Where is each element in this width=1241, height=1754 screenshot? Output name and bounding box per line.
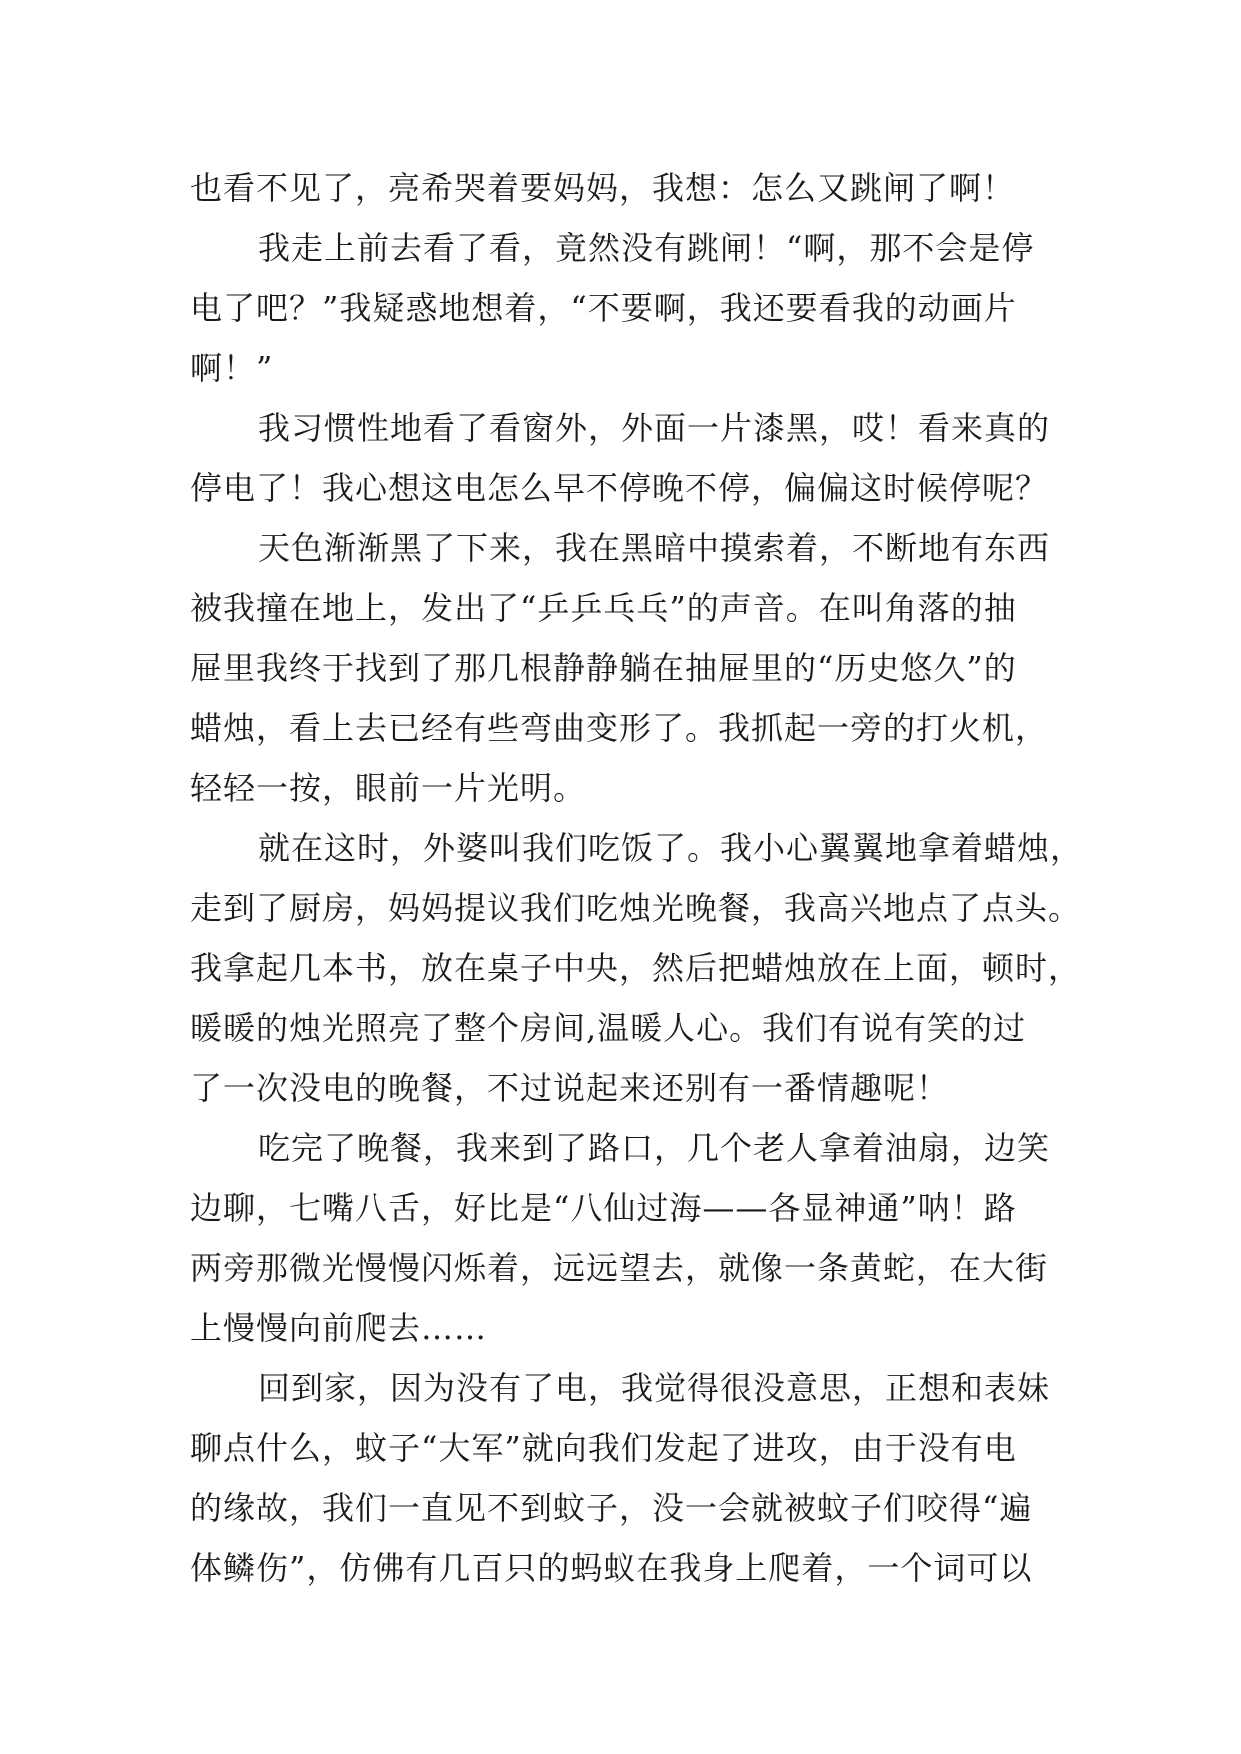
- text-line: 的缘故，我们一直见不到蚊子，没一会就被蚊子们咬得“遍: [190, 1489, 1033, 1527]
- text-line: 也看不见了，亮希哭着要妈妈，我想：怎么又跳闸了啊！: [190, 169, 1016, 207]
- text-line: 聊点什么，蚊子“大军”就向我们发起了进攻，由于没有电: [190, 1429, 1017, 1467]
- paragraph-first-line: 我习惯性地看了看窗外，外面一片漆黑，哎！看来真的: [258, 409, 1051, 447]
- text-line: 电了吧？”我疑惑地想着，“不要啊，我还要看我的动画片: [190, 289, 1017, 327]
- paragraph-first-line: 回到家，因为没有了电，我觉得很没意思，正想和表妹: [258, 1369, 1051, 1407]
- text-line: 被我撞在地上，发出了“乒乒乓乓”的声音。在叫角落的抽: [190, 589, 1017, 627]
- paragraph-first-line: 我走上前去看了看，竟然没有跳闸！“啊，那不会是停: [258, 229, 1035, 267]
- text-line: 体鳞伤”，仿佛有几百只的蚂蚁在我身上爬着，一个词可以: [190, 1549, 1033, 1587]
- text-line: 屉里我终于找到了那几根静静躺在抽屉里的“历史悠久”的: [190, 649, 1017, 687]
- text-line: 两旁那微光慢慢闪烁着，远远望去，就像一条黄蛇，在大街: [190, 1249, 1049, 1287]
- text-line: 啊！”: [190, 349, 274, 387]
- paragraph-first-line: 就在这时，外婆叫我们吃饭了。我小心翼翼地拿着蜡烛，: [258, 829, 1084, 867]
- text-line: 了一次没电的晚餐，不过说起来还别有一番情趣呢！: [190, 1069, 950, 1107]
- paragraph-first-line: 吃完了晚餐，我来到了路口，几个老人拿着油扇，边笑: [258, 1129, 1051, 1167]
- text-line: 蜡烛，看上去已经有些弯曲变形了。我抓起一旁的打火机，: [190, 709, 1049, 747]
- text-line: 轻轻一按，眼前一片光明。: [190, 769, 587, 807]
- text-line: 我拿起几本书，放在桌子中央，然后把蜡烛放在上面，顿时，: [190, 949, 1082, 987]
- text-line: 上慢慢向前爬去……: [190, 1309, 488, 1347]
- text-line: 边聊，七嘴八舌，好比是“八仙过海——各显神通”呐！路: [190, 1189, 1017, 1227]
- text-line: 暖暖的烛光照亮了整个房间,温暖人心。我们有说有笑的过: [190, 1009, 1027, 1047]
- article-body: [190, 158, 1084, 1598]
- paragraph-first-line: 天色渐渐黑了下来，我在黑暗中摸索着，不断地有东西: [258, 529, 1051, 567]
- text-line: 停电了！我心想这电怎么早不停晚不停，偏偏这时候停呢？: [190, 469, 1049, 507]
- text-line: 走到了厨房，妈妈提议我们吃烛光晚餐，我高兴地点了点头。: [190, 889, 1082, 927]
